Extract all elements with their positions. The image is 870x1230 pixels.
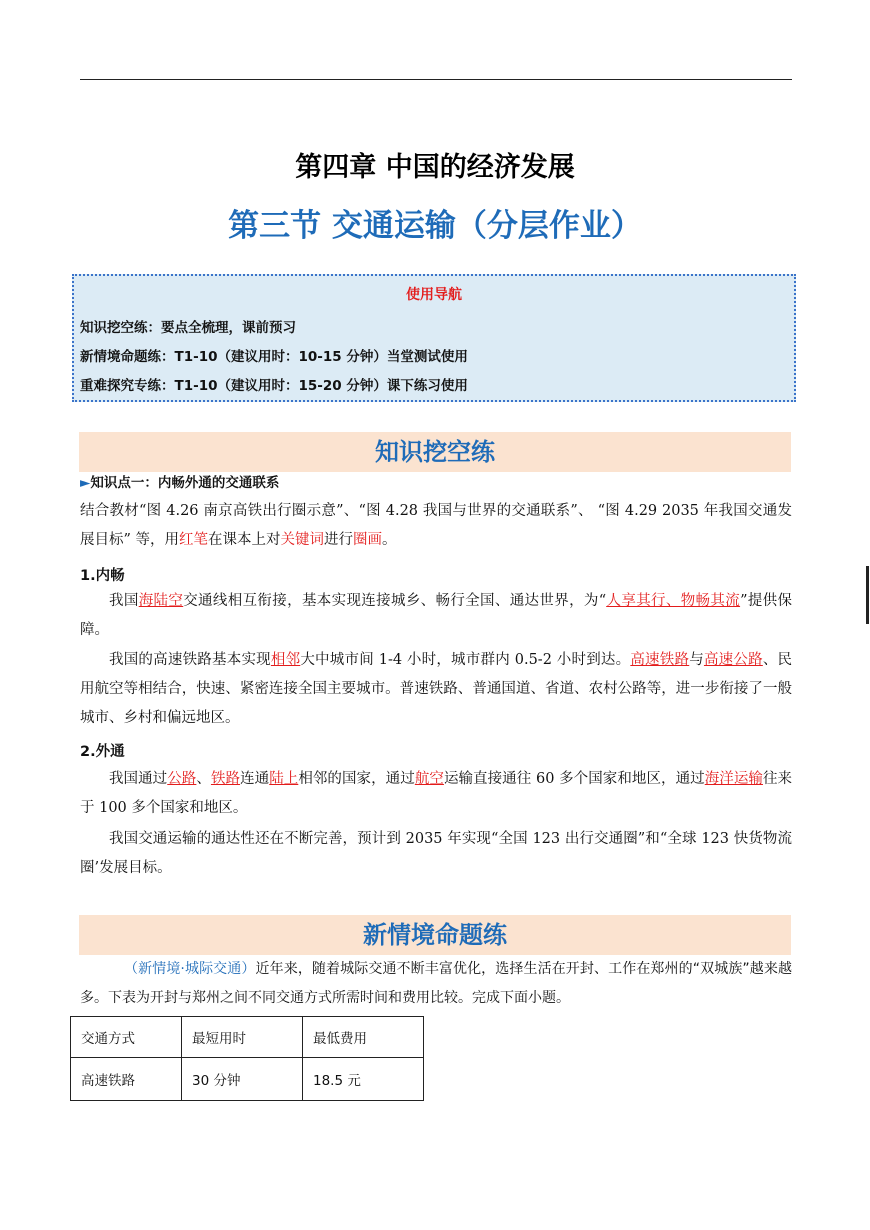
text-run: 运输直接通往 60 多个国家和地区，通过: [443, 771, 705, 787]
blank-answer: 陆上: [269, 771, 299, 787]
text-run: 往来于 100 多个国家和地区。: [80, 771, 793, 816]
guide-line-1: 知识挖空练：要点全梳理，课前预习: [80, 320, 296, 336]
guide-line-2: 新情境命题练：T1-10（建议用时：10-15 分钟）当堂测试使用: [80, 349, 468, 365]
highlight-text: 圈画: [353, 532, 383, 548]
section-title: 第三节 交通运输（分层作业）: [228, 208, 642, 244]
table-cell: 30 分钟: [182, 1058, 303, 1101]
scrollbar-thumb[interactable]: [866, 566, 869, 624]
scenario-tag: （新情境·城际交通）: [124, 961, 256, 977]
blank-answer: 高速公路: [703, 652, 763, 668]
triangle-bullet-icon: ►: [80, 475, 91, 491]
text-run: 结合教材“图 4.26 南京高铁出行圈示意”、“图 4.28 我国与世界的交通联系”、 “图 4.29 2035 年我国交通发展目标” 等，用: [80, 503, 792, 548]
text-run: 我国的高速铁路基本实现: [109, 652, 271, 668]
table-row: [71, 1058, 424, 1101]
instruction-paragraph: [80, 497, 792, 555]
text-run: 大中城市间 1-4 小时，城市群内 0.5-2 小时到达。: [300, 652, 631, 668]
blank-answer: 海陆空: [138, 593, 184, 609]
text-run: 、民用航空等相结合，快速、紧密连接全国主要城市。普速铁路、普通国道、省道、农村公路等，进一步衔接了一般城市、乡村和偏远地区。: [80, 652, 793, 726]
table-header-cell: 最低费用: [303, 1017, 424, 1058]
highlight-text: 红笔: [179, 532, 209, 548]
blank-answer: 铁路: [210, 771, 241, 787]
subheading-neichang: 1.内畅: [80, 568, 125, 584]
text-run: 与: [689, 652, 704, 668]
section-band-knowledge: 知识挖空练: [79, 432, 791, 472]
blank-answer: 航空: [414, 771, 444, 787]
knowledge-point-label: 知识点一：内畅外通的交通联系: [90, 475, 280, 491]
paragraph-neichang-2: [80, 646, 792, 733]
text-run: 连通: [240, 771, 270, 787]
text-run: 在课本上对: [208, 532, 281, 548]
usage-guide-box: [72, 274, 796, 402]
transport-comparison-table: [70, 1016, 424, 1101]
blank-answer: 高速铁路: [630, 652, 690, 668]
table-cell: 18.5 元: [303, 1058, 424, 1101]
table-header-cell: 最短用时: [182, 1017, 303, 1058]
blank-answer: 公路: [167, 771, 197, 787]
scenario-text: 近年来，随着城际交通不断丰富优化，选择生活在开封、工作在郑州的“双城族”越来越多。下表为开封与郑州之间不同交通方式所需时间和费用比较。完成下面小题。: [80, 961, 792, 1006]
table-header-cell: 交通方式: [71, 1017, 182, 1058]
usage-guide-title: 使用导航: [406, 287, 462, 303]
table-header-row: [71, 1017, 424, 1058]
text-run: 、: [196, 771, 211, 787]
paragraph-waitong-1: [80, 765, 792, 823]
paragraph-neichang-1: [80, 587, 792, 645]
table-cell: 高速铁路: [71, 1058, 182, 1101]
text-run: ”提供保障。: [80, 593, 793, 638]
text-run: 我国通过: [109, 771, 168, 787]
text-run: 交通线相互衔接，基本实现连接城乡、畅行全国、通达世界，为“: [183, 593, 607, 609]
section-band-new-scenario: 新情境命题练: [79, 915, 791, 955]
guide-line-3: 重难探究专练：T1-10（建议用时：15-20 分钟）课下练习使用: [80, 378, 468, 394]
scenario-paragraph: [80, 955, 792, 1013]
blank-answer: 海洋运输: [704, 771, 763, 787]
blank-answer: 相邻: [270, 652, 301, 668]
header-rule: [80, 79, 792, 80]
blank-answer: 人享其行、物畅其流: [606, 593, 741, 609]
text-run: 进行: [324, 532, 354, 548]
highlight-text: 关键词: [280, 532, 325, 548]
text-run: 相邻的国家，通过: [298, 771, 415, 787]
knowledge-point-heading: [80, 471, 279, 491]
text-run: 我国: [109, 593, 139, 609]
chapter-title: 第四章 中国的经济发展: [295, 152, 575, 183]
subheading-waitong: 2.外通: [80, 744, 125, 760]
paragraph-waitong-2: 我国交通运输的通达性还在不断完善，预计到 2035 年实现“全国 123 出行交通圈”和“全球 123 快货物流圈’发展目标。: [80, 831, 792, 876]
text-run: 。: [382, 532, 397, 548]
